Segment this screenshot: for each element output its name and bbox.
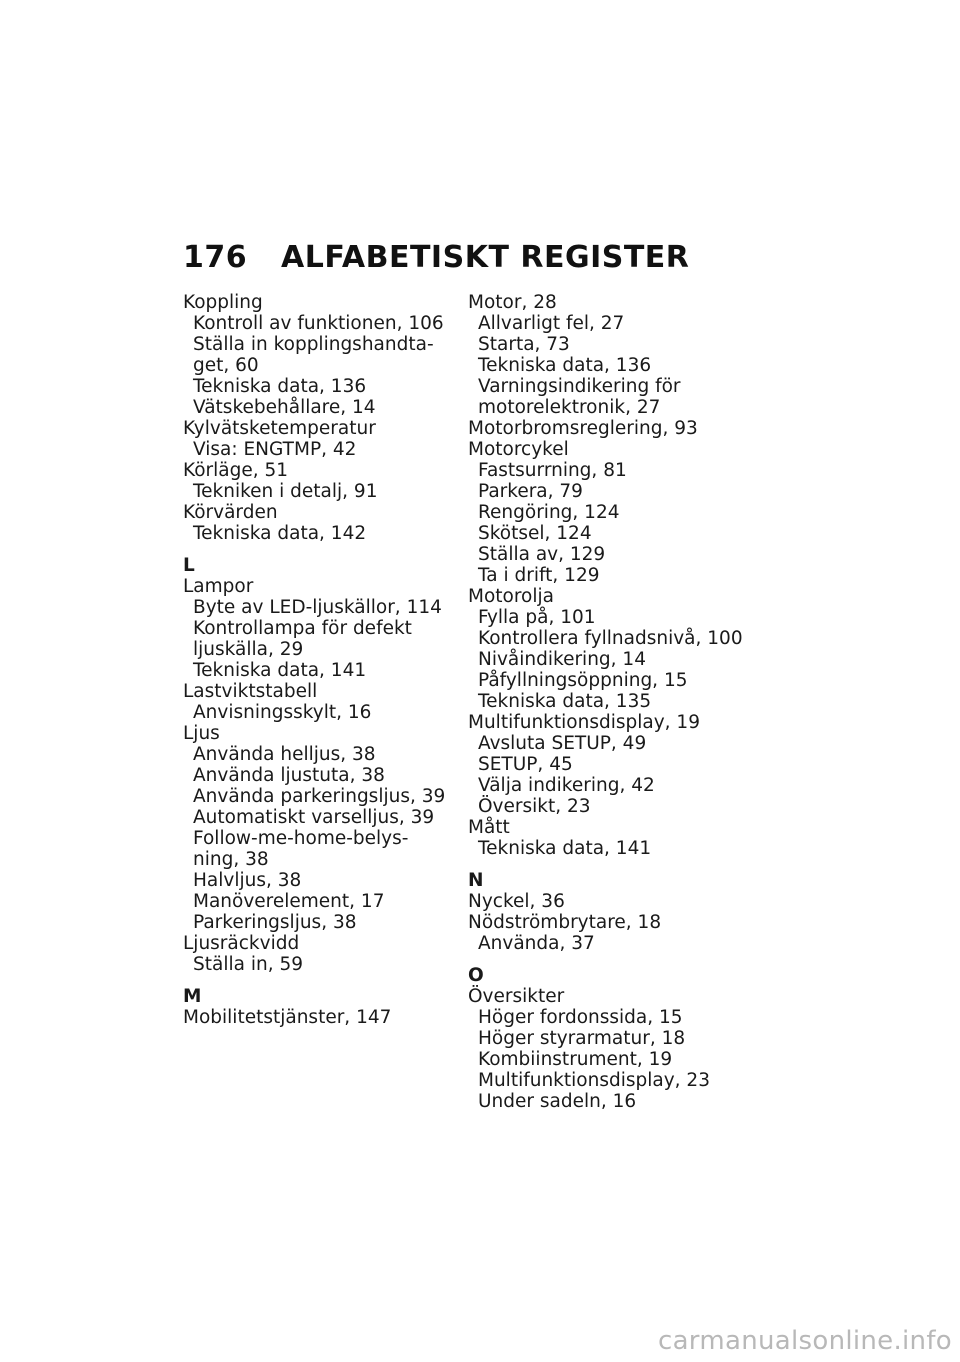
index-subentry: Automatiskt varselljus, 39 xyxy=(193,807,435,828)
index-subentry: Follow-me-home-belys- xyxy=(193,828,409,849)
index-subentry: Starta, 73 xyxy=(478,334,570,355)
index-entry: Multifunktionsdisplay, 19 xyxy=(468,712,700,733)
index-entry: Lastviktstabell xyxy=(183,681,318,702)
index-entry: Nyckel, 36 xyxy=(468,891,565,912)
index-subentry: Använda helljus, 38 xyxy=(193,744,376,765)
index-entry: Mått xyxy=(468,817,510,838)
index-entry: Nödströmbrytare, 18 xyxy=(468,912,662,933)
index-subentry: Kontrollampa för defekt xyxy=(193,618,412,639)
index-subentry: Ställa in, 59 xyxy=(193,954,303,975)
index-subentry: Tekniska data, 142 xyxy=(193,523,367,544)
index-letter-heading: O xyxy=(468,965,484,986)
index-entry: Mobilitetstjänster, 147 xyxy=(183,1007,392,1028)
index-subentry: Nivåindikering, 14 xyxy=(478,649,646,670)
index-subentry: Fastsurrning, 81 xyxy=(478,460,627,481)
index-subentry: Höger styrarmatur, 18 xyxy=(478,1028,686,1049)
index-subentry: Avsluta SETUP, 49 xyxy=(478,733,647,754)
index-entry: Kylvätsketemperatur xyxy=(183,418,376,439)
index-subentry: motorelektronik, 27 xyxy=(478,397,661,418)
index-subentry: Kombiinstrument, 19 xyxy=(478,1049,673,1070)
index-entry: Motorcykel xyxy=(468,439,569,460)
page-header xyxy=(183,240,689,275)
index-subentry: Tekniska data, 136 xyxy=(193,376,367,397)
index-subentry: Använda parkeringsljus, 39 xyxy=(193,786,446,807)
index-subentry: Byte av LED-ljuskällor, 114 xyxy=(193,597,442,618)
index-letter-heading: N xyxy=(468,870,484,891)
index-subentry: ljuskälla, 29 xyxy=(193,639,304,660)
index-subentry: Under sadeln, 16 xyxy=(478,1091,637,1112)
index-subentry: Fylla på, 101 xyxy=(478,607,596,628)
index-subentry: Halvljus, 38 xyxy=(193,870,302,891)
index-subentry: Rengöring, 124 xyxy=(478,502,620,523)
index-subentry: Kontroll av funktionen, 106 xyxy=(193,313,444,334)
index-subentry: Allvarligt fel, 27 xyxy=(478,313,625,334)
index-subentry: Manöverelement, 17 xyxy=(193,891,385,912)
index-subentry: Parkera, 79 xyxy=(478,481,583,502)
index-entry: Körvärden xyxy=(183,502,278,523)
index-subentry: Tekniska data, 136 xyxy=(478,355,652,376)
index-subentry: get, 60 xyxy=(193,355,259,376)
index-letter-heading: M xyxy=(183,986,202,1007)
index-subentry: Skötsel, 124 xyxy=(478,523,592,544)
index-subentry: Påfyllningsöppning, 15 xyxy=(478,670,688,691)
index-entry: Motorolja xyxy=(468,586,554,607)
index-subentry: Visa: ENGTMP, 42 xyxy=(193,439,357,460)
page-number: 176 xyxy=(183,240,248,275)
index-subentry: Översikt, 23 xyxy=(478,796,591,817)
index-entry: Koppling xyxy=(183,292,263,313)
index-subentry: Multifunktionsdisplay, 23 xyxy=(478,1070,710,1091)
index-subentry: Tekniska data, 141 xyxy=(478,838,652,859)
index-letter-heading: L xyxy=(183,555,195,576)
index-subentry: Tekniska data, 135 xyxy=(478,691,652,712)
index-subentry: Parkeringsljus, 38 xyxy=(193,912,357,933)
index-subentry: Tekniska data, 141 xyxy=(193,660,367,681)
index-column-left xyxy=(183,292,453,1028)
index-subentry: Kontrollera fyllnadsnivå, 100 xyxy=(478,628,743,649)
index-entry: Körläge, 51 xyxy=(183,460,289,481)
index-subentry: ning, 38 xyxy=(193,849,269,870)
index-subentry: Använda ljustuta, 38 xyxy=(193,765,385,786)
index-subentry: Vätskebehållare, 14 xyxy=(193,397,376,418)
index-entry: Motor, 28 xyxy=(468,292,557,313)
index-entry: Ljus xyxy=(183,723,220,744)
index-subentry: Ta i drift, 129 xyxy=(478,565,600,586)
index-subentry: Anvisningsskylt, 16 xyxy=(193,702,372,723)
index-subentry: Varningsindikering för xyxy=(478,376,681,397)
index-subentry: Höger fordonssida, 15 xyxy=(478,1007,683,1028)
index-entry: Lampor xyxy=(183,576,254,597)
index-entry: Översikter xyxy=(468,986,565,1007)
index-column-right xyxy=(468,292,768,1112)
page-title: ALFABETISKT REGISTER xyxy=(281,240,690,275)
index-entry: Motorbromsreglering, 93 xyxy=(468,418,698,439)
index-subentry: Ställa av, 129 xyxy=(478,544,606,565)
index-subentry: Välja indikering, 42 xyxy=(478,775,655,796)
index-subentry: Använda, 37 xyxy=(478,933,595,954)
watermark: carmanualsonline.info xyxy=(657,1326,952,1356)
index-entry: Ljusräckvidd xyxy=(183,933,300,954)
index-subentry: Tekniken i detalj, 91 xyxy=(193,481,378,502)
index-subentry: SETUP, 45 xyxy=(478,754,573,775)
index-subentry: Ställa in kopplingshandta- xyxy=(193,334,434,355)
